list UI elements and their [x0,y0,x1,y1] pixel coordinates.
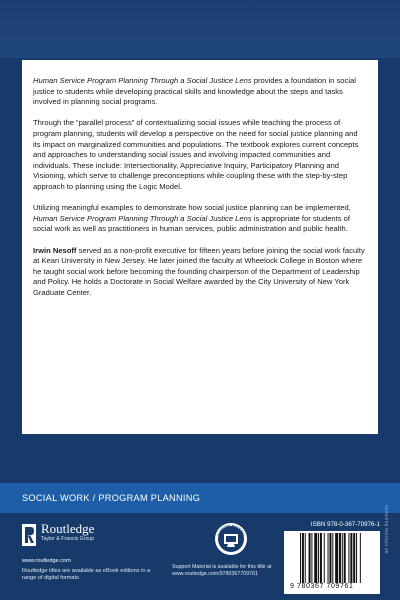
routledge-logo-icon [22,524,36,546]
description-paragraph-1 [33,76,367,108]
ebook-note: Routledge titles are available as eBook editions in a range of digital formats [22,568,151,582]
isbn-label: ISBN 978-0-367-70976-1 [310,521,380,528]
description-paragraph-2: Through the “parallel process” of contextualizing social issues while teaching the process of program planning, students will develop a perspective on the need for social justice planning and its impact on marginalized communities and populations. The textbook explores current concepts and approaches to understanding social issues and involving impacted communities and individuals. These include: Intersectionality, Appreciative Inquiry, Participatory Planning and Visioning, which serve to challenge preconceptions while coupling these with the step-by-step approach to planning using the Logic Model. [33,118,359,191]
isbn-barcode-block [284,521,380,594]
support-material-badge-icon [214,522,248,556]
book-title-italic: Human Service Program Planning Through a Social Justice Lens [33,213,252,223]
informa-side-text: an informa business [384,505,390,554]
author-bio [33,246,367,299]
author-bio-text: served as a non-profit executive for fifteen years before joining the social work faculty at Kean University in New Jersey. He later joined the faculty at Wheelock College in Boston where he taught social work before becoming the founding chairperson of the Department of Leadership and Policy. He holds a Doctorate in Social Welfare awarded by the City University of New York Graduate Center. [33,245,365,297]
book-title-italic: Human Service Program Planning Through a Social Justice Lens [33,76,252,85]
support-material-note: Support Material is available for this title at www.routledge.com/9780367709761 [172,564,272,577]
author-name: Irwin Nesoff [33,245,77,255]
publisher-block [22,522,152,582]
description-text: provides a foundation in social justice to students while developing practical skills and knowledge about the steps and tasks involved in planning social programs. [33,76,356,107]
subject-category-bar: SOCIAL WORK / PROGRAM PLANNING [0,483,400,513]
barcode [300,533,378,583]
description-text: Utilizing meaningful examples to demonstrate how social justice planning can be implemented, [33,203,351,213]
publisher-name: Routledge [41,521,95,536]
back-cover-text-panel [22,60,378,434]
description-text: is appropriate for students of social work as well as practitioners in human services, public administration and public health. [33,213,351,234]
publisher-subtitle: Taylor & Francis Group [41,536,95,542]
support-material-block [172,522,290,578]
support-badge-label: SUPPORT MATERIAL [216,523,246,538]
isbn-digits: 9 780367 709761 [290,583,354,590]
top-band [0,0,400,58]
publisher-url: www.routledge.com [22,558,71,564]
description-paragraph-3 [33,203,367,235]
